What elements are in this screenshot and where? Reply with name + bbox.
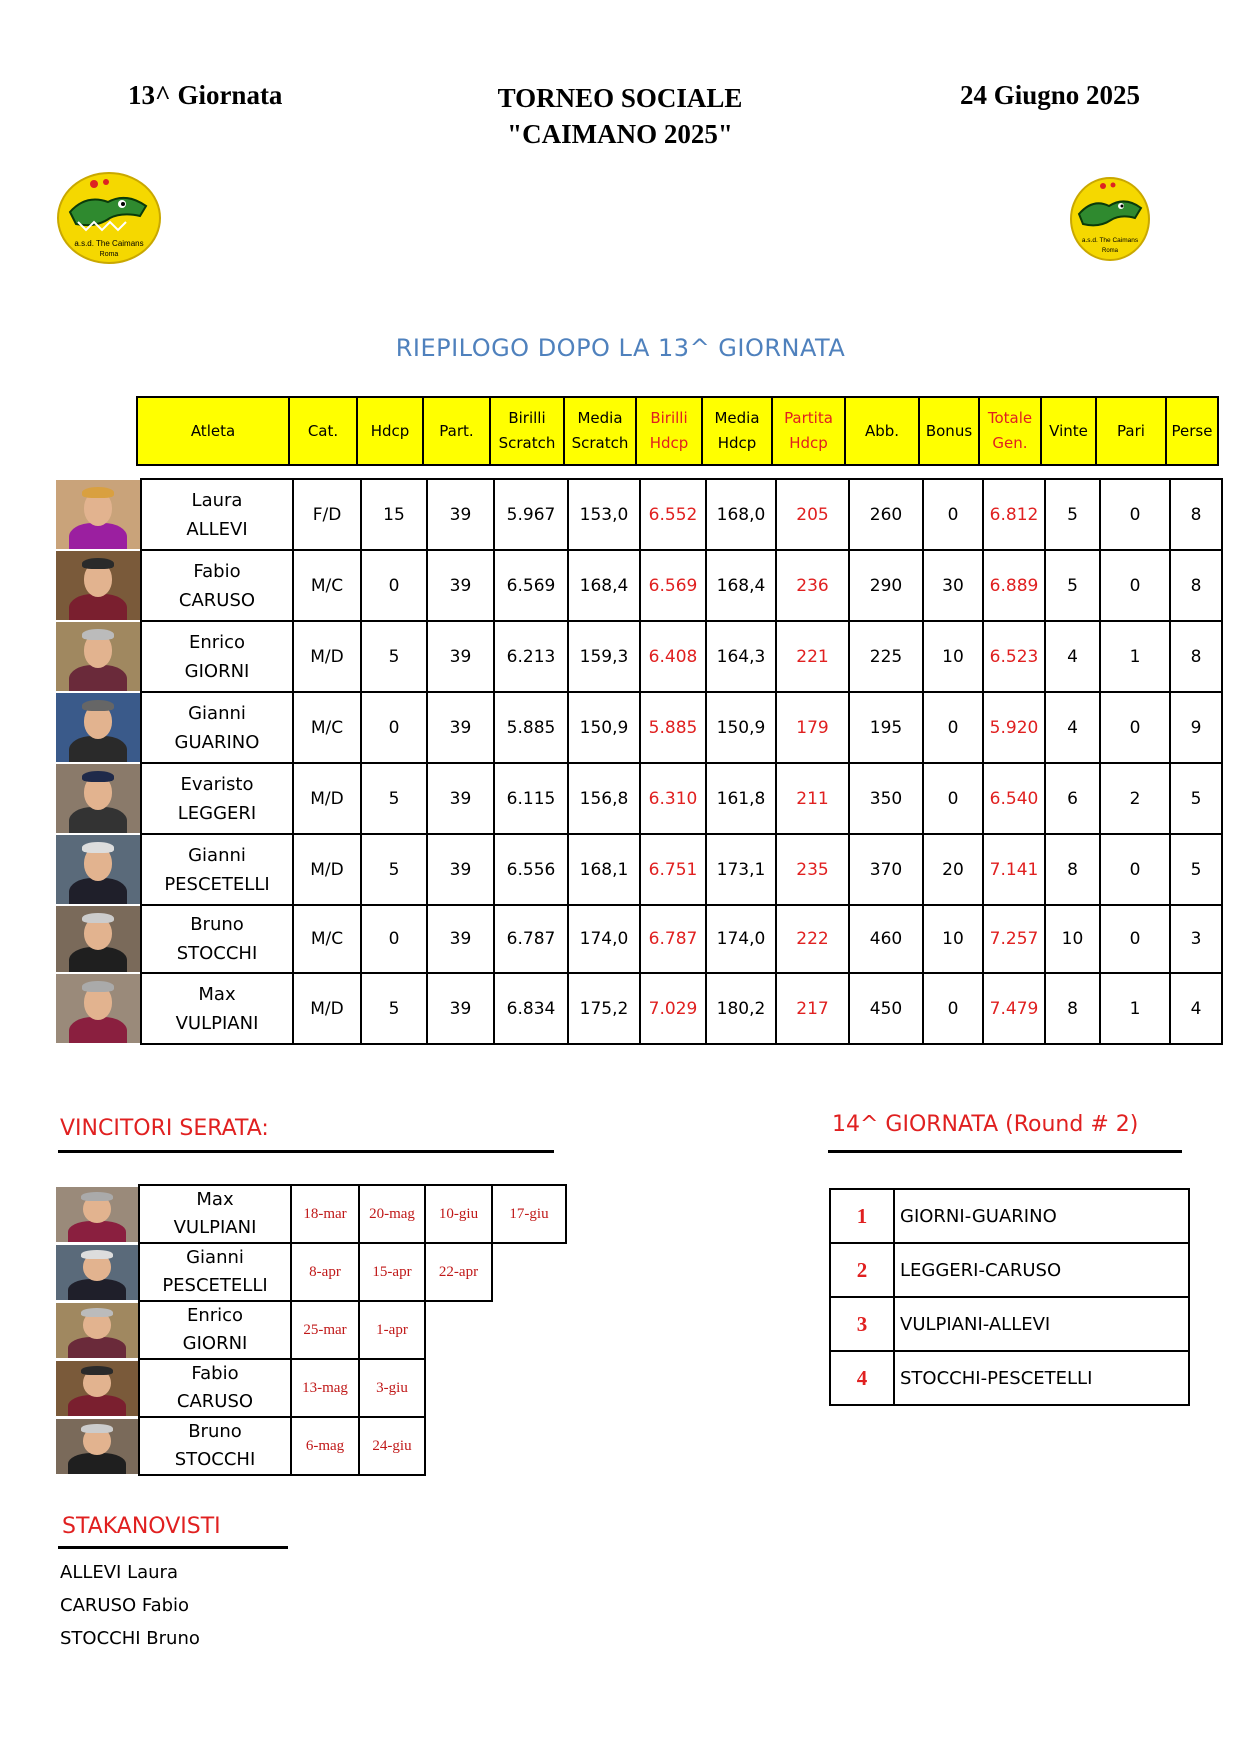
column-header-line1: Abb. — [864, 421, 900, 440]
cell-hdcp: 15 — [361, 479, 427, 550]
win-date: 3-giu — [359, 1359, 425, 1417]
match-number: 4 — [830, 1351, 894, 1405]
cell-abb: 350 — [849, 763, 923, 834]
cell-perse: 8 — [1170, 479, 1222, 550]
column-header-line1: Perse — [1171, 421, 1213, 440]
column-header — [137, 397, 289, 465]
cell-med_h: 168,0 — [706, 479, 776, 550]
win-date: 24-giu — [359, 1417, 425, 1475]
cell-part: 39 — [427, 550, 494, 621]
cell-part: 39 — [427, 905, 494, 973]
athlete-photo — [56, 622, 140, 691]
photo-cell — [56, 905, 141, 973]
cell-bir_h: 6.569 — [640, 550, 706, 621]
winners-table — [56, 1184, 567, 1476]
stakanovisti-underline — [58, 1546, 288, 1549]
cell-bir_s: 6.115 — [494, 763, 568, 834]
cell-par_h: 222 — [776, 905, 849, 973]
cell-hdcp: 5 — [361, 834, 427, 905]
photo-cell — [56, 1301, 139, 1359]
cell-hdcp: 5 — [361, 763, 427, 834]
winner-row — [56, 1243, 566, 1301]
winner-row — [56, 1417, 566, 1475]
cell-med_s: 168,1 — [568, 834, 640, 905]
stakanovisti-list — [60, 1556, 200, 1655]
table-row — [56, 621, 1222, 692]
cell-vinte: 8 — [1045, 973, 1100, 1044]
cell-bir_h: 6.310 — [640, 763, 706, 834]
athlete-photo — [56, 835, 140, 904]
column-header — [564, 397, 636, 465]
winners-underline — [58, 1150, 554, 1153]
empty-cell — [425, 1359, 492, 1417]
win-date: 15-apr — [359, 1243, 425, 1301]
column-header-line2: Scratch — [498, 434, 556, 452]
win-date: 8-apr — [291, 1243, 359, 1301]
win-date: 20-mag — [359, 1185, 425, 1243]
stakanovista-name: ALLEVI Laura — [60, 1562, 178, 1583]
cell-cat: M/C — [293, 905, 361, 973]
cell-hdcp: 0 — [361, 692, 427, 763]
tournament-title — [420, 80, 820, 152]
win-date: 13-mag — [291, 1359, 359, 1417]
cell-med_s: 175,2 — [568, 973, 640, 1044]
cell-hdcp: 5 — [361, 973, 427, 1044]
cell-cat: M/D — [293, 763, 361, 834]
match-pair: VULPIANI-ALLEVI — [894, 1297, 1189, 1351]
cell-med_s: 159,3 — [568, 621, 640, 692]
win-date: 25-mar — [291, 1301, 359, 1359]
cell-med_s: 150,9 — [568, 692, 640, 763]
match-pair: STOCCHI-PESCETELLI — [894, 1351, 1189, 1405]
cell-bir_s: 6.569 — [494, 550, 568, 621]
cell-cat: M/D — [293, 834, 361, 905]
table-row — [56, 763, 1222, 834]
cell-bonus: 10 — [923, 905, 983, 973]
cell-bonus: 0 — [923, 692, 983, 763]
winner-row — [56, 1301, 566, 1359]
cell-bonus: 0 — [923, 479, 983, 550]
table-row — [56, 834, 1222, 905]
cell-bir_h: 6.751 — [640, 834, 706, 905]
win-date: 22-apr — [425, 1243, 492, 1301]
cell-cat: M/D — [293, 973, 361, 1044]
summary-title: RIEPILOGO DOPO LA 13^ GIORNATA — [395, 334, 846, 362]
winner-last-name: CARUSO — [176, 1391, 254, 1412]
cell-pari: 0 — [1100, 550, 1170, 621]
empty-cell — [492, 1359, 566, 1417]
cell-cat: F/D — [293, 479, 361, 550]
stakanovista-name: STOCCHI Bruno — [60, 1628, 200, 1649]
stakanovisti-title: STAKANOVISTI — [62, 1514, 221, 1539]
tournament-title-line2: "CAIMANO 2025" — [507, 119, 733, 149]
photo-cell — [56, 550, 141, 621]
next-round-table — [829, 1188, 1190, 1406]
winner-name — [139, 1301, 291, 1359]
column-header-line1: Media — [577, 409, 623, 427]
athlete-name — [141, 763, 293, 834]
cell-vinte: 4 — [1045, 692, 1100, 763]
athlete-first-name: Gianni — [188, 844, 246, 866]
cell-pari: 1 — [1100, 621, 1170, 692]
cell-hdcp: 0 — [361, 905, 427, 973]
cell-tot: 6.812 — [983, 479, 1045, 550]
cell-vinte: 5 — [1045, 479, 1100, 550]
athlete-name — [141, 479, 293, 550]
winner-first-name: Max — [196, 1189, 234, 1210]
column-header-line1: Pari — [1117, 421, 1145, 440]
cell-par_h: 217 — [776, 973, 849, 1044]
cell-perse: 4 — [1170, 973, 1222, 1044]
column-header — [289, 397, 357, 465]
cell-par_h: 221 — [776, 621, 849, 692]
winner-last-name: GIORNI — [182, 1333, 248, 1354]
winners-title: VINCITORI SERATA: — [60, 1116, 269, 1141]
cell-vinte: 6 — [1045, 763, 1100, 834]
cell-bir_h: 6.408 — [640, 621, 706, 692]
win-date: 6-mag — [291, 1417, 359, 1475]
photo-cell — [56, 692, 141, 763]
svg-text:Roma: Roma — [1101, 248, 1119, 254]
column-header-line1: Birilli — [508, 409, 546, 427]
athlete-last-name: GUARINO — [174, 731, 260, 753]
cell-hdcp: 0 — [361, 550, 427, 621]
table-row — [56, 973, 1222, 1044]
cell-cat: M/D — [293, 621, 361, 692]
cell-vinte: 8 — [1045, 834, 1100, 905]
cell-abb: 225 — [849, 621, 923, 692]
winner-first-name: Gianni — [186, 1247, 244, 1268]
column-header-line1: Birilli — [650, 409, 688, 427]
column-header — [1096, 397, 1166, 465]
athlete-first-name: Gianni — [188, 702, 246, 724]
cell-cat: M/C — [293, 692, 361, 763]
cell-perse: 9 — [1170, 692, 1222, 763]
cell-perse: 8 — [1170, 621, 1222, 692]
athlete-name — [141, 973, 293, 1044]
photo-cell — [56, 1417, 139, 1475]
column-header — [845, 397, 919, 465]
photo-cell — [56, 621, 141, 692]
athlete-photo — [56, 974, 140, 1043]
cell-part: 39 — [427, 973, 494, 1044]
club-logo-right — [1069, 176, 1151, 262]
match-number: 1 — [830, 1189, 894, 1243]
cell-par_h: 236 — [776, 550, 849, 621]
photo-cell — [56, 1359, 139, 1417]
athlete-photo — [56, 764, 140, 833]
cell-pari: 0 — [1100, 692, 1170, 763]
cell-bir_h: 7.029 — [640, 973, 706, 1044]
column-header-line1: Media — [714, 409, 760, 427]
match-number: 3 — [830, 1297, 894, 1351]
winner-first-name: Enrico — [186, 1305, 244, 1326]
column-header-line1: Atleta — [190, 421, 236, 440]
photo-cell — [56, 763, 141, 834]
athlete-first-name: Laura — [191, 489, 243, 511]
match-row — [830, 1243, 1189, 1297]
cell-med_s: 156,8 — [568, 763, 640, 834]
column-header-line2: Hdcp — [649, 434, 689, 452]
win-date: 10-giu — [425, 1185, 492, 1243]
cell-med_s: 168,4 — [568, 550, 640, 621]
column-header — [1041, 397, 1096, 465]
column-header-line1: Cat. — [307, 421, 339, 440]
athlete-last-name: VULPIANI — [175, 1012, 259, 1034]
winner-name — [139, 1185, 291, 1243]
win-date: 17-giu — [492, 1185, 566, 1243]
empty-cell — [492, 1243, 566, 1301]
cell-bonus: 30 — [923, 550, 983, 621]
athlete-photo — [56, 480, 140, 549]
winner-last-name: STOCCHI — [174, 1449, 256, 1470]
table-row — [56, 479, 1222, 550]
cell-pari: 0 — [1100, 905, 1170, 973]
cell-bonus: 0 — [923, 973, 983, 1044]
athlete-name — [141, 905, 293, 973]
athlete-photo — [56, 1187, 138, 1242]
photo-cell — [56, 973, 141, 1044]
winner-first-name: Bruno — [188, 1421, 242, 1442]
cell-med_h: 161,8 — [706, 763, 776, 834]
athlete-first-name: Evaristo — [180, 773, 254, 795]
cell-abb: 260 — [849, 479, 923, 550]
column-header-line1: Vinte — [1049, 421, 1088, 440]
column-header-line1: Hdcp — [370, 421, 410, 440]
athlete-last-name: GIORNI — [184, 660, 250, 682]
column-header-line1: Partita — [784, 409, 833, 427]
cell-bir_s: 5.885 — [494, 692, 568, 763]
column-header — [1166, 397, 1218, 465]
cell-bir_s: 6.556 — [494, 834, 568, 905]
column-header-line1: Part. — [439, 421, 474, 440]
next-round-underline — [828, 1150, 1182, 1153]
athlete-name — [141, 621, 293, 692]
cell-bir_s: 6.213 — [494, 621, 568, 692]
athlete-photo — [56, 693, 140, 762]
winner-first-name: Fabio — [191, 1363, 239, 1384]
event-date: 24 Giugno 2025 — [959, 80, 1140, 110]
photo-cell — [56, 834, 141, 905]
athlete-last-name: PESCETELLI — [164, 873, 270, 895]
athlete-photo — [56, 1419, 138, 1474]
athlete-last-name: CARUSO — [178, 589, 256, 611]
empty-cell — [492, 1301, 566, 1359]
cell-abb: 290 — [849, 550, 923, 621]
cell-pari: 0 — [1100, 479, 1170, 550]
cell-med_h: 150,9 — [706, 692, 776, 763]
cell-bir_h: 6.787 — [640, 905, 706, 973]
athlete-name — [141, 550, 293, 621]
cell-tot: 6.889 — [983, 550, 1045, 621]
cell-part: 39 — [427, 834, 494, 905]
winner-row — [56, 1359, 566, 1417]
athlete-name — [141, 692, 293, 763]
cell-med_s: 174,0 — [568, 905, 640, 973]
cell-bonus: 0 — [923, 763, 983, 834]
athlete-photo — [56, 1245, 138, 1300]
cell-par_h: 179 — [776, 692, 849, 763]
athlete-photo — [56, 1303, 138, 1358]
athlete-last-name: ALLEVI — [186, 518, 248, 540]
photo-cell — [56, 479, 141, 550]
cell-med_h: 164,3 — [706, 621, 776, 692]
column-header — [702, 397, 772, 465]
photo-cell — [56, 1243, 139, 1301]
logo-club-name: a.s.d. The Caimans — [74, 239, 144, 248]
table-row — [56, 905, 1222, 973]
cell-vinte: 10 — [1045, 905, 1100, 973]
cell-vinte: 4 — [1045, 621, 1100, 692]
athlete-photo — [56, 551, 140, 620]
cell-hdcp: 5 — [361, 621, 427, 692]
column-header-line2: Hdcp — [717, 434, 757, 452]
athlete-last-name: STOCCHI — [176, 943, 258, 964]
cell-pari: 1 — [1100, 973, 1170, 1044]
winner-last-name: PESCETELLI — [162, 1275, 268, 1296]
club-logo-left — [56, 172, 162, 264]
cell-med_h: 173,1 — [706, 834, 776, 905]
cell-tot: 5.920 — [983, 692, 1045, 763]
match-pair: GIORNI-GUARINO — [894, 1189, 1189, 1243]
column-header-line1: Bonus — [925, 421, 973, 440]
match-number: 2 — [830, 1243, 894, 1297]
cell-par_h: 211 — [776, 763, 849, 834]
athlete-first-name: Fabio — [193, 560, 241, 582]
summary-table — [56, 478, 1223, 1045]
winner-name — [139, 1243, 291, 1301]
athlete-name — [141, 834, 293, 905]
athlete-first-name: Bruno — [190, 914, 244, 935]
summary-table-header — [136, 396, 1219, 466]
stakanovista-name: CARUSO Fabio — [60, 1595, 190, 1616]
logo-city: Roma — [99, 251, 119, 258]
cell-med_h: 174,0 — [706, 905, 776, 973]
cell-pari: 0 — [1100, 834, 1170, 905]
svg-text:a.s.d. The Caimans: a.s.d. The Caimans — [1081, 237, 1139, 244]
empty-cell — [425, 1301, 492, 1359]
cell-bir_s: 6.834 — [494, 973, 568, 1044]
column-header — [979, 397, 1041, 465]
empty-cell — [425, 1417, 492, 1475]
cell-perse: 5 — [1170, 763, 1222, 834]
column-header — [919, 397, 979, 465]
cell-part: 39 — [427, 692, 494, 763]
column-header — [357, 397, 423, 465]
match-pair: LEGGERI-CARUSO — [894, 1243, 1189, 1297]
cell-med_h: 168,4 — [706, 550, 776, 621]
cell-med_h: 180,2 — [706, 973, 776, 1044]
cell-part: 39 — [427, 763, 494, 834]
cell-abb: 370 — [849, 834, 923, 905]
cell-bir_s: 6.787 — [494, 905, 568, 973]
tournament-title-line1: TORNEO SOCIALE — [497, 83, 743, 113]
cell-abb: 450 — [849, 973, 923, 1044]
cell-perse: 3 — [1170, 905, 1222, 973]
cell-bonus: 10 — [923, 621, 983, 692]
column-header-line2: Gen. — [992, 434, 1028, 452]
athlete-photo — [56, 1361, 138, 1416]
athlete-last-name: LEGGERI — [177, 802, 257, 824]
win-date: 1-apr — [359, 1301, 425, 1359]
column-header-line2: Hdcp — [789, 434, 828, 452]
column-header-line1: Totale — [987, 409, 1033, 427]
column-header — [772, 397, 845, 465]
column-header-line2: Scratch — [571, 434, 629, 452]
cell-tot: 6.523 — [983, 621, 1045, 692]
photo-cell — [56, 1185, 139, 1243]
cell-abb: 195 — [849, 692, 923, 763]
empty-cell — [492, 1417, 566, 1475]
athlete-first-name: Max — [198, 983, 236, 1005]
cell-bir_h: 6.552 — [640, 479, 706, 550]
column-header — [636, 397, 702, 465]
winner-name — [139, 1417, 291, 1475]
next-round-title: 14^ GIORNATA (Round # 2) — [832, 1112, 1139, 1137]
table-row — [56, 692, 1222, 763]
column-header — [490, 397, 564, 465]
round-label: 13^ Giornata — [128, 80, 283, 110]
cell-perse: 8 — [1170, 550, 1222, 621]
cell-par_h: 205 — [776, 479, 849, 550]
cell-tot: 7.479 — [983, 973, 1045, 1044]
column-header — [423, 397, 490, 465]
cell-tot: 7.141 — [983, 834, 1045, 905]
cell-par_h: 235 — [776, 834, 849, 905]
match-row — [830, 1297, 1189, 1351]
cell-pari: 2 — [1100, 763, 1170, 834]
match-row — [830, 1189, 1189, 1243]
winner-row — [56, 1185, 566, 1243]
winner-name — [139, 1359, 291, 1417]
cell-part: 39 — [427, 621, 494, 692]
cell-part: 39 — [427, 479, 494, 550]
athlete-first-name: Enrico — [188, 631, 246, 653]
cell-tot: 6.540 — [983, 763, 1045, 834]
cell-tot: 7.257 — [983, 905, 1045, 973]
cell-med_s: 153,0 — [568, 479, 640, 550]
cell-bir_s: 5.967 — [494, 479, 568, 550]
cell-perse: 5 — [1170, 834, 1222, 905]
table-row — [56, 550, 1222, 621]
cell-cat: M/C — [293, 550, 361, 621]
cell-bir_h: 5.885 — [640, 692, 706, 763]
cell-abb: 460 — [849, 905, 923, 973]
cell-vinte: 5 — [1045, 550, 1100, 621]
match-row — [830, 1351, 1189, 1405]
winner-last-name: VULPIANI — [173, 1217, 257, 1238]
athlete-photo — [56, 906, 140, 972]
cell-bonus: 20 — [923, 834, 983, 905]
win-date: 18-mar — [291, 1185, 359, 1243]
